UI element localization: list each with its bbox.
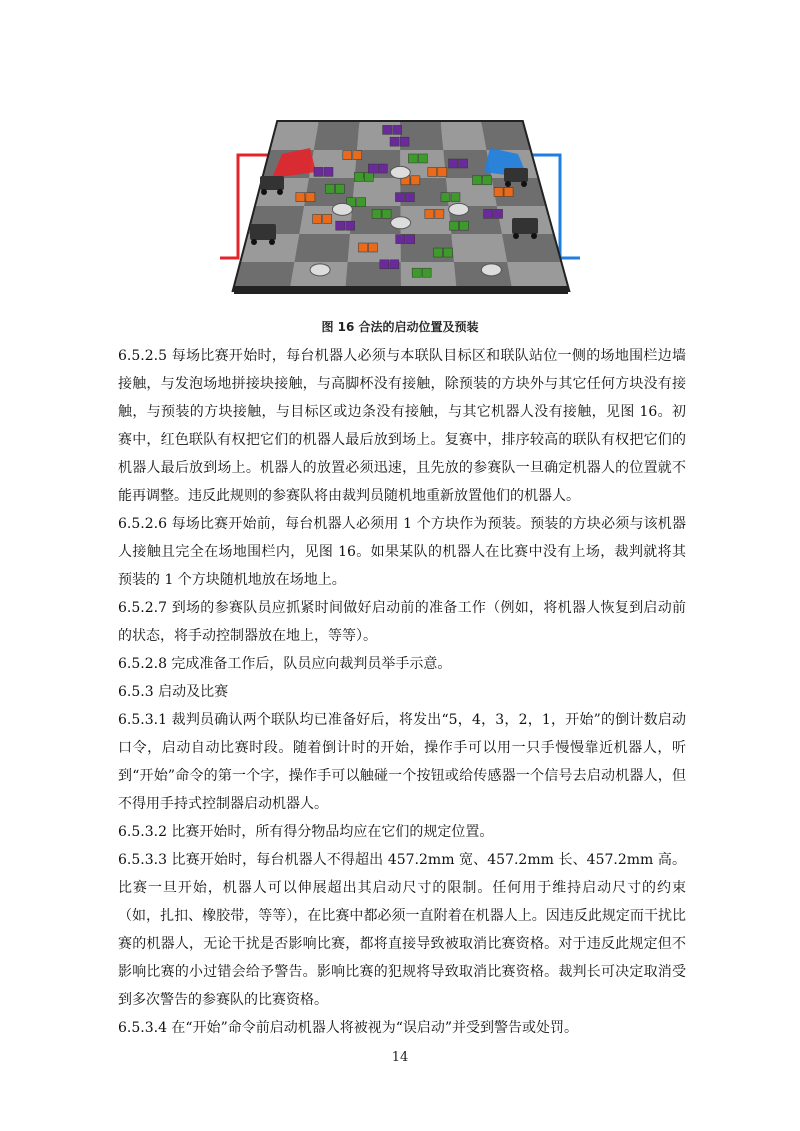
clause-6-5-2-6: 6.5.2.6 每场比赛开始前，每台机器人必须用 1 个方块作为预装。预装的方块必须与该机器人接触且完全在场地围栏内，见图 16。如果某队的机器人在比赛中没有上场，裁判就将其预装的 1 个方块随机地放在场地上。: [118, 516, 686, 588]
cube: [504, 188, 513, 197]
goblet: [332, 203, 352, 215]
field-tiles: [234, 122, 568, 290]
cube: [494, 188, 503, 197]
cube: [472, 176, 481, 185]
field-tile: [451, 234, 507, 262]
cube: [372, 209, 381, 218]
cube: [306, 193, 315, 202]
goblet: [310, 264, 330, 276]
field-tile: [481, 122, 529, 150]
field-tile: [271, 122, 319, 150]
goblet: [391, 217, 411, 229]
cube: [353, 151, 362, 160]
cube: [380, 260, 389, 269]
cube: [323, 214, 332, 223]
cube: [451, 193, 460, 202]
page-number: 14: [391, 1050, 409, 1065]
cube: [390, 137, 399, 146]
clause-6-5-3-3: 6.5.3.3 比赛开始时，每台机器人不得超出 457.2mm 宽、457.2mm 长、457.2mm 高。比赛一旦开始，机器人可以伸展超出其启动尺寸的限制。任何用于维持启动尺寸的约束（如，扎扣、橡胶带，等等），在比赛中都必须一直附着在机器人上。因违反此规定而干扰比赛的机器人，无论干扰是否影响比赛，都将直接导致被取消比赛资格。对于违反此规定但不影响比赛的小过错会给予警告。影响比赛的犯规将导致取消比赛资格。裁判长可决定取消受到多次警告的参赛队的比赛资格。: [118, 852, 686, 1008]
cube: [313, 214, 322, 223]
clause-6-5-2-8: 6.5.2.8 完成准备工作后，队员应向裁判员举手示意。: [118, 656, 452, 672]
section-heading-6-5-3: 6.5.3 启动及比赛: [118, 684, 229, 700]
goblet: [481, 264, 501, 276]
clause-6-5-3-1: 6.5.3.1 裁判员确认两个联队均已准备好后，将发出“5，4，3，2，1，开始”的倒计数启动口令，启动自动比赛时段。随着倒计时的开始，操作手可以用一只手慢慢靠近机器人，听到“开始”命令的第一个字，操作手可以触碰一个按钮或给传感器一个信号去启动机器人，但不得用手持式控制器启动机器人。: [118, 712, 686, 812]
cube: [428, 167, 437, 176]
cube: [411, 176, 420, 185]
field-tile: [234, 262, 295, 290]
cube: [393, 125, 402, 134]
cube: [425, 209, 434, 218]
cube: [325, 184, 334, 193]
cube: [422, 268, 431, 277]
frame-front: [234, 286, 568, 294]
cube: [405, 193, 414, 202]
cube: [336, 221, 345, 230]
cube: [438, 167, 447, 176]
cube: [443, 248, 452, 257]
cube: [357, 198, 366, 207]
field-tile: [507, 262, 568, 290]
document-body: [118, 342, 686, 1042]
field-illustration: [220, 110, 580, 310]
cube: [412, 268, 421, 277]
cube: [433, 248, 442, 257]
goblet: [449, 203, 469, 215]
cube: [390, 260, 399, 269]
cube: [494, 209, 503, 218]
cube: [395, 193, 404, 202]
clause-6-5-2-5: 6.5.2.5 每场比赛开始时，每台机器人必须与本联队目标区和联队站位一侧的场地围栏边墙接触，与发泡场地拼接块接触，与高脚杯没有接触，除预装的方块外与其它任何方块没有接触，与预装的方块接触，与目标区或边条没有接触，与其它机器人没有接触，见图 16。初赛中，红色联队有权把它们的机器人最后放到场上。复赛中，排序较高的联队有权把它们的机器人最后放到场上。机器人的放置必须迅速，且先放的参赛队一旦确定机器人的位置就不能再调整。违反此规则的参赛队将由裁判员随机地重新放置他们的机器人。: [118, 348, 686, 504]
cube: [418, 154, 427, 163]
cube: [441, 193, 450, 202]
cube: [314, 167, 323, 176]
cube: [482, 176, 491, 185]
field-tile: [441, 122, 487, 150]
cube: [435, 209, 444, 218]
cube: [296, 193, 305, 202]
cube: [378, 164, 387, 173]
cube: [382, 209, 391, 218]
field-tile: [314, 122, 359, 150]
clause-6-5-3-2: 6.5.3.2 比赛开始时，所有得分物品均应在它们的规定位置。: [118, 824, 494, 840]
cube: [400, 137, 409, 146]
cube: [343, 151, 352, 160]
cube: [396, 235, 405, 244]
field-tile: [295, 234, 351, 262]
cube: [335, 184, 344, 193]
cube: [484, 209, 493, 218]
clause-6-5-2-7: 6.5.2.7 到场的参赛队员应抓紧时间做好启动前的准备工作（例如，将机器人恢复到启动前的状态，将手动控制器放在地上，等等）。: [118, 600, 686, 644]
cube: [368, 243, 377, 252]
goblet: [390, 166, 410, 178]
cube: [449, 159, 458, 168]
cube: [354, 172, 363, 181]
figure-caption: 图 16 合法的启动位置及预装: [321, 320, 479, 334]
cube: [459, 159, 468, 168]
cube: [408, 154, 417, 163]
cube: [364, 172, 373, 181]
cube: [460, 221, 469, 230]
cube: [383, 125, 392, 134]
cube: [324, 167, 333, 176]
field-figure: [220, 110, 580, 310]
cube: [450, 221, 459, 230]
cube: [346, 221, 355, 230]
cube: [358, 243, 367, 252]
field-tile: [502, 234, 560, 262]
clause-6-5-3-4: 6.5.3.4 在“开始”命令前启动机器人将被视为“误启动”并受到警告或处罚。: [118, 1020, 579, 1036]
cube: [368, 164, 377, 173]
cube: [406, 235, 415, 244]
